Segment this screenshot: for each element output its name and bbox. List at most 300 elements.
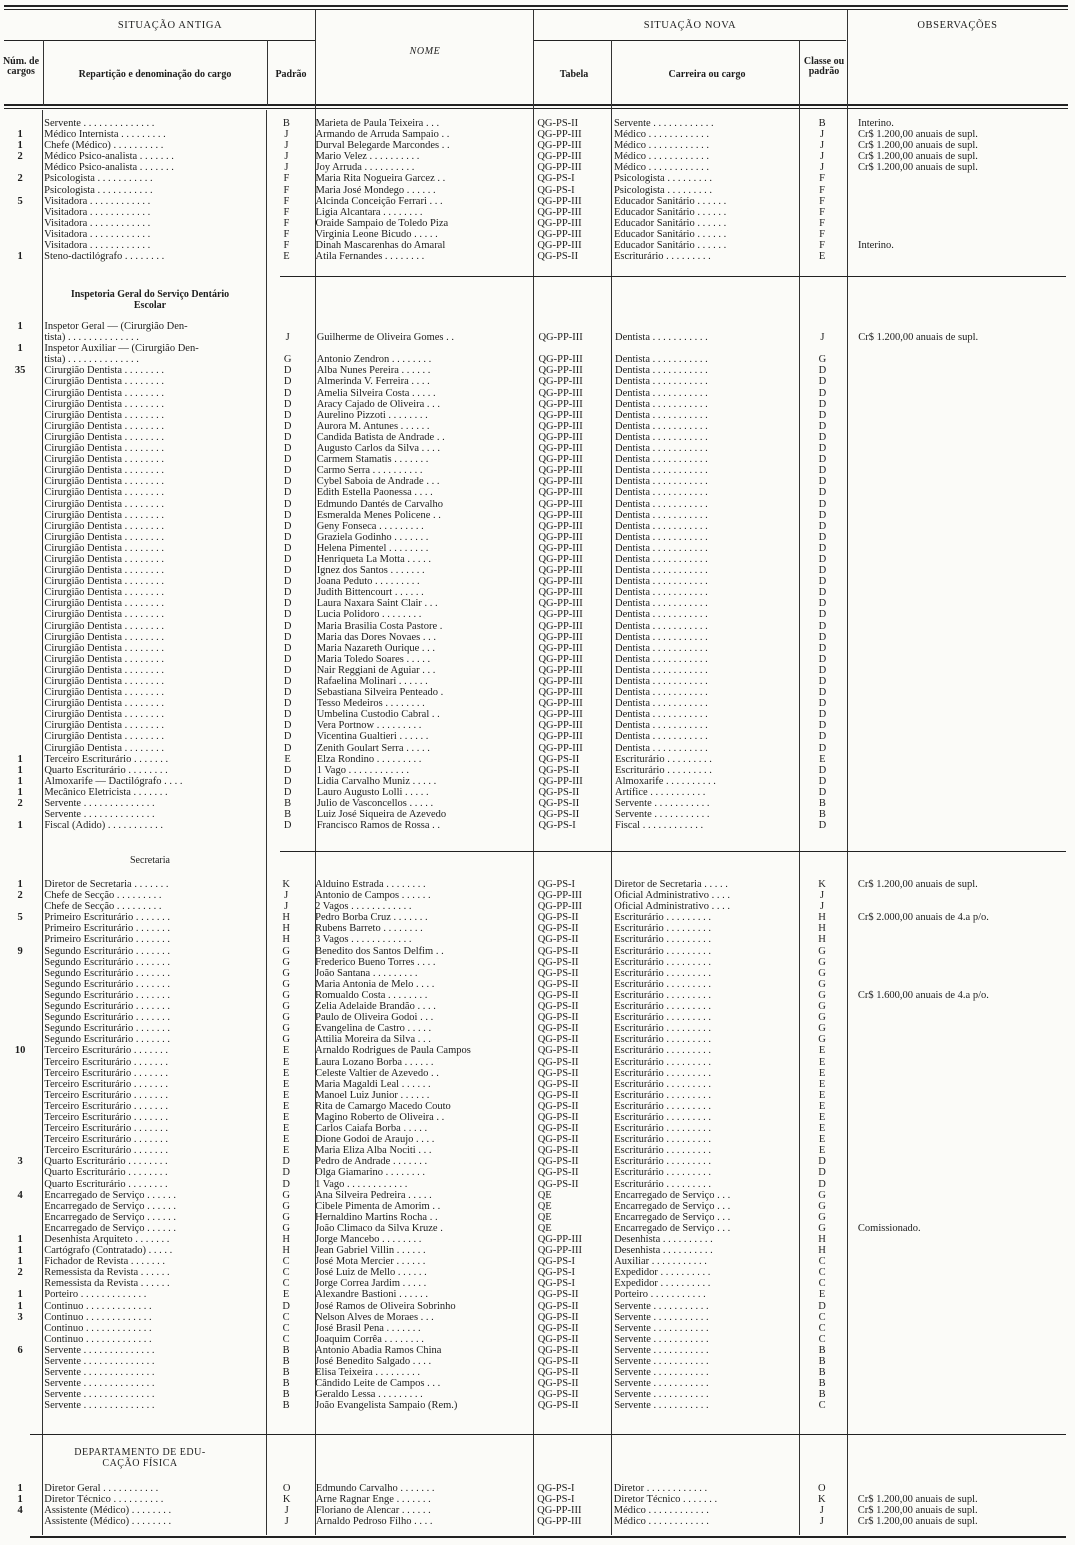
nome-cell: Mario Velez . . . . . . . . . . <box>315 151 420 163</box>
observacao-cell <box>846 1045 1075 1056</box>
table-row <box>0 1400 1075 1411</box>
classe-cell: B <box>818 809 826 821</box>
nome-cell: Aurelino Pizzoti . . . . . . . . <box>316 409 428 421</box>
cargo-antigo-cell: Chefe de Secção . . . . . . . . . <box>44 901 162 913</box>
observacao-cell <box>846 1212 1075 1223</box>
padrao-cell: J <box>284 901 289 913</box>
padrao-cell: D <box>282 1178 290 1190</box>
classe-cell: D <box>818 764 827 776</box>
classe-cell: D <box>818 1167 826 1179</box>
classe-cell: D <box>818 509 827 521</box>
cargo-antigo-cell: Terceiro Escriturário . . . . . . . <box>44 1123 169 1135</box>
num-cargos-cell: 1 <box>17 140 23 152</box>
padrao-cell: D <box>283 520 292 532</box>
carreira-cell: Almoxarife . . . . . . . . . . <box>615 775 716 787</box>
bottom-rule <box>30 1536 1066 1538</box>
padrao-cell: D <box>283 542 292 554</box>
carreira-cell: Escriturário . . . . . . . . . <box>614 912 711 924</box>
cargo-antigo-cell: Assistente (Médico) . . . . . . . . <box>44 1505 172 1517</box>
tabela-cell: QG-PS-II <box>537 1156 579 1168</box>
num-cargos-cell <box>0 1079 40 1090</box>
tabela-cell: QG-PP-III <box>538 443 583 455</box>
nome-cell: Maria Eliza Alba Nociti . . . <box>315 1145 432 1157</box>
observacao-cell <box>846 543 1075 554</box>
observacao-cell <box>846 196 1075 207</box>
tabela-cell: QG-PP-III <box>538 409 583 421</box>
num-cargos-cell <box>0 1278 40 1289</box>
carreira-cell: Encarregado de Serviço . . . <box>614 1189 731 1201</box>
observacao-cell <box>846 1156 1075 1167</box>
observacao-cell <box>846 731 1075 742</box>
classe-cell: D <box>818 376 827 388</box>
cargo-antigo-cell: Segundo Escriturário . . . . . . . <box>44 945 170 957</box>
tabela-cell: QG-PP-III <box>538 553 583 565</box>
table-row <box>0 1483 1075 1494</box>
observacao-cell <box>846 1256 1075 1267</box>
observacao-cell <box>846 632 1075 643</box>
classe-cell: E <box>818 1056 826 1068</box>
num-cargos-cell <box>0 731 40 742</box>
classe-cell: D <box>818 598 827 610</box>
tabela-cell: QG-PP-III <box>538 498 583 510</box>
num-cargos-cell <box>0 587 40 598</box>
observacao-cell <box>846 1334 1075 1345</box>
carreira-cell: Oficial Administrativo . . . . <box>614 890 730 902</box>
padrao-cell: B <box>282 1400 290 1412</box>
header-reparticao: Repartição e denominação do cargo <box>78 69 232 80</box>
classe-cell: G <box>818 945 826 957</box>
table-row <box>0 1289 1075 1300</box>
classe-cell: J <box>820 332 825 344</box>
classe-cell: J <box>819 1505 824 1517</box>
section-title-2: Secretaria <box>130 855 170 866</box>
cargo-antigo-cell: Encarregado de Serviço . . . . . . <box>44 1189 177 1201</box>
table-row <box>0 576 1075 587</box>
table-row <box>0 1134 1075 1145</box>
carreira-cell: Escriturário . . . . . . . . . <box>614 1167 711 1179</box>
tabela-cell: QG-PP-III <box>538 465 583 477</box>
padrao-cell: D <box>282 1167 290 1179</box>
padrao-cell: G <box>282 1034 290 1046</box>
cargo-antigo-cell: Continuo . . . . . . . . . . . . . <box>44 1322 152 1334</box>
cargo-antigo-cell: Remessista da Revista . . . . . . <box>44 1278 170 1290</box>
tabela-cell: QG-PP-III <box>537 1234 583 1245</box>
padrao-cell: F <box>283 228 290 240</box>
tabela-cell: QG-PP-III <box>538 576 583 588</box>
table-row <box>0 1389 1075 1400</box>
cargo-antigo-cell: Terceiro Escriturário . . . . . . . <box>44 1089 169 1101</box>
cargo-antigo-cell: Cirurgião Dentista . . . . . . . . <box>44 420 165 432</box>
classe-cell: D <box>818 709 827 721</box>
nome-cell: Vera Portnow . . . . . . . . . <box>316 720 422 732</box>
nome-cell: Almerinda V. Ferreira . . . . <box>316 376 430 388</box>
observacao-cell <box>846 776 1075 787</box>
nome-cell: Arnaldo Rodrigues de Paula Campos <box>315 1045 471 1057</box>
carreira-cell: Servente . . . . . . . . . . . <box>614 1400 709 1412</box>
tabela-cell: QG-PP-III <box>538 709 583 721</box>
observacao-cell <box>846 1057 1075 1068</box>
table-row <box>0 765 1075 776</box>
nome-cell: Alexandre Bastioni . . . . . . <box>315 1289 428 1301</box>
tabela-cell: QG-PP-III <box>538 631 583 643</box>
table-row <box>0 687 1075 698</box>
nome-cell: Joy Arruda . . . . . . . . . . <box>315 162 415 174</box>
carreira-cell: Servente . . . . . . . . . . . <box>615 798 710 810</box>
padrao-cell: E <box>283 251 290 263</box>
carreira-cell: Dentista . . . . . . . . . . . <box>615 376 708 388</box>
cargo-antigo-cell: Cirurgião Dentista . . . . . . . . <box>44 609 165 621</box>
carreira-cell: Psicologista . . . . . . . . . <box>613 184 712 196</box>
num-cargos-cell <box>0 1023 40 1034</box>
carreira-cell: Escriturário . . . . . . . . . <box>614 934 711 946</box>
nome-cell: Amelia Silveira Costa . . . . . <box>316 387 436 399</box>
carreira-cell: Dentista . . . . . . . . . . . <box>615 531 708 543</box>
nome-cell: Antonio de Campos . . . . . . <box>315 890 431 902</box>
carreira-cell: Médico . . . . . . . . . . . . <box>613 129 710 141</box>
nome-cell: Paulo de Oliveira Godoi . . . <box>315 1012 434 1024</box>
header-bottom-rule <box>4 104 1068 106</box>
tabela-cell: QG-PS-II <box>537 956 579 968</box>
cargo-antigo-cell: Cirurgião Dentista . . . . . . . . <box>44 642 165 654</box>
cargo-antigo-cell: Visitadora . . . . . . . . . . . . <box>44 206 151 218</box>
padrao-cell: E <box>282 1089 290 1101</box>
cargo-antigo-cell: Servente . . . . . . . . . . . . . . <box>44 1344 155 1356</box>
cargo-antigo-cell: Cirurgião Dentista . . . . . . . . <box>44 476 165 488</box>
tabela-cell: QG-PP-III <box>538 376 583 388</box>
carreira-cell: Escriturário . . . . . . . . . <box>614 1100 711 1112</box>
num-cargos-cell <box>0 1057 40 1068</box>
observacao-cell <box>846 207 1075 218</box>
num-cargos-cell: 3 <box>17 1156 23 1168</box>
num-cargos-cell <box>0 968 40 979</box>
header-padrao: Padrão <box>275 69 307 80</box>
table-row <box>0 218 1075 229</box>
observacao-cell <box>846 1400 1075 1411</box>
observacao-cell <box>846 787 1075 798</box>
classe-cell: G <box>818 1012 826 1024</box>
table-row <box>0 1001 1075 1012</box>
cargo-antigo-cell: Médico Psico-analista . . . . . . . <box>44 162 174 174</box>
num-cargos-cell: 5 <box>17 195 23 207</box>
num-cargos-cell <box>0 1001 40 1012</box>
cargo-antigo-cell: Cirurgião Dentista . . . . . . . . <box>44 576 165 588</box>
num-cargos-cell: 1 <box>17 321 23 332</box>
table-row <box>0 609 1075 620</box>
table-row <box>0 934 1075 945</box>
table-row <box>0 1068 1075 1079</box>
classe-cell: F <box>819 228 825 240</box>
carreira-cell: Auxiliar . . . . . . . . . . . <box>614 1256 707 1268</box>
tabela-cell: QG-PP-III <box>538 398 583 410</box>
cargo-antigo-cell: Terceiro Escriturário . . . . . . . <box>44 1145 169 1157</box>
section-rule-2 <box>280 851 1066 852</box>
table-row <box>0 665 1075 676</box>
classe-cell: D <box>818 731 827 743</box>
classe-cell: D <box>818 1178 826 1190</box>
nome-cell: Jorge Correa Jardim . . . . . <box>315 1278 427 1290</box>
tabela-cell: QG-PS-II <box>537 1123 579 1135</box>
padrao-cell: D <box>283 620 292 632</box>
num-cargos-cell: 1 <box>17 753 23 765</box>
table-row <box>0 1145 1075 1156</box>
tabela-cell: QG-PS-II <box>537 1367 579 1379</box>
tabela-cell: QG-PP-III <box>538 653 583 665</box>
observacao-cell <box>846 901 1075 912</box>
cargo-antigo-cell: Terceiro Escriturário . . . . . . . <box>44 1078 169 1090</box>
tabela-cell: QG-PP-III <box>537 206 582 218</box>
tabela-cell: QG-PS-II <box>538 809 580 821</box>
observacao-cell: Cr$ 1.200,00 anuais de supl. <box>858 332 979 344</box>
carreira-cell: Educador Sanitário . . . . . . <box>613 240 727 252</box>
num-cargos-cell: 1 <box>17 786 23 798</box>
cargo-antigo-cell: Servente . . . . . . . . . . . . . . <box>44 1378 155 1390</box>
num-cargos-cell: 4 <box>17 1505 23 1517</box>
cargo-antigo-cell: Primeiro Escriturário . . . . . . . <box>44 912 170 924</box>
cargo-antigo-cell: Segundo Escriturário . . . . . . . <box>44 978 170 990</box>
nome-cell: José Luiz de Mello . . . . . . <box>315 1267 427 1279</box>
num-cargos-cell <box>0 643 40 654</box>
tabela-cell: QG-PS-II <box>537 1145 579 1157</box>
padrao-cell: D <box>283 509 292 521</box>
tabela-cell: QG-PS-II <box>537 1001 579 1013</box>
nome-cell: Graziela Godinho . . . . . . . <box>316 531 429 543</box>
cargo-antigo-cell: Quarto Escriturário . . . . . . . . <box>44 764 168 776</box>
nome-cell: Celeste Valtier de Azevedo . . <box>315 1067 439 1079</box>
classe-cell: D <box>818 398 827 410</box>
nome-cell: Vicentina Gualtieri . . . . . . <box>316 731 429 743</box>
nome-cell: Attilia Moreira da Silva . . . <box>315 1034 431 1046</box>
nome-cell: Aurora M. Antunes . . . . . . <box>316 420 430 432</box>
table-row <box>0 532 1075 543</box>
table-row <box>0 1323 1075 1334</box>
section-table-1 <box>0 321 1075 831</box>
nome-cell: Maria Brasilia Costa Pastore . <box>316 620 443 632</box>
table-row <box>0 476 1075 487</box>
carreira-cell: Escriturário . . . . . . . . . <box>615 764 712 776</box>
nome-cell: Pedro Borba Cruz . . . . . . . <box>315 912 428 924</box>
header-tabela: Tabela <box>559 69 589 80</box>
classe-cell: B <box>818 1389 826 1401</box>
classe-cell: J <box>820 151 825 163</box>
cargo-antigo-cell: Segundo Escriturário . . . . . . . <box>44 1034 170 1046</box>
table-row <box>0 957 1075 968</box>
carreira-cell: Dentista . . . . . . . . . . . <box>615 443 708 455</box>
num-cargos-cell <box>0 632 40 643</box>
num-cargos-cell <box>0 743 40 754</box>
carreira-cell: Dentista . . . . . . . . . . . <box>615 720 708 732</box>
section-title-1: Inspetoria Geral do Serviço Dentário Escolar <box>70 289 230 311</box>
cargo-antigo-cell: Cirurgião Dentista . . . . . . . . <box>44 542 165 554</box>
padrao-cell <box>267 321 309 332</box>
padrao-cell: D <box>283 709 292 721</box>
num-cargos-cell <box>0 598 40 609</box>
carreira-cell: Servente . . . . . . . . . . . . <box>613 118 714 129</box>
observacao-cell <box>846 443 1075 454</box>
observacao-cell <box>846 979 1075 990</box>
tabela-cell: QG-PS-II <box>537 1378 579 1390</box>
nome-cell: Alba Nunes Pereira . . . . . . <box>316 365 431 377</box>
classe-cell: H <box>818 934 826 946</box>
classe-cell: D <box>818 786 827 798</box>
observacao-cell: Interino. <box>858 118 894 129</box>
padrao-cell: D <box>283 565 292 577</box>
nome-cell: Lauro Augusto Lolli . . . . . <box>316 786 429 798</box>
cargo-antigo-cell: Encarregado de Serviço . . . . . . <box>44 1200 177 1212</box>
classe-cell: D <box>818 542 827 554</box>
cargo-antigo-cell: Médico Internista . . . . . . . . . <box>44 129 166 141</box>
nome-cell: Geny Fonseca . . . . . . . . . <box>316 520 424 532</box>
nome-cell: Ana Silveira Pedreira . . . . . <box>315 1189 432 1201</box>
observacao-cell <box>846 1201 1075 1212</box>
table-row <box>0 587 1075 598</box>
tabela-cell: QE <box>537 1200 552 1212</box>
cargo-antigo-cell: Diretor Técnico . . . . . . . . . . <box>44 1494 164 1506</box>
nome-cell: Maria José Mondego . . . . . . <box>315 184 436 196</box>
tabela-cell: QG-PS-II <box>537 934 579 946</box>
table-row <box>0 151 1075 162</box>
cargo-antigo-cell: Primeiro Escriturário . . . . . . . <box>44 934 170 946</box>
cargo-antigo-cell: Segundo Escriturário . . . . . . . <box>44 1001 170 1013</box>
classe-cell: E <box>818 1134 826 1146</box>
carreira-cell: Escriturário . . . . . . . . . <box>614 1178 711 1190</box>
classe-cell: D <box>818 553 827 565</box>
carreira-cell: Dentista . . . . . . . . . . . <box>615 598 708 610</box>
tabela-cell: QG-PP-III <box>538 687 583 699</box>
carreira-cell: Escriturário . . . . . . . . . <box>613 251 711 263</box>
num-cargos-cell <box>0 229 40 240</box>
tabela-cell: QG-PS-II <box>537 1034 579 1046</box>
nome-cell: Laura Naxara Saint Clair . . . <box>316 598 438 610</box>
carreira-cell: Escriturário . . . . . . . . . <box>614 967 711 979</box>
carreira-cell: Dentista . . . . . . . . . . . <box>615 365 708 377</box>
tabela-cell: QG-PP-III <box>538 332 583 344</box>
carreira-cell: Médico . . . . . . . . . . . . <box>613 162 710 174</box>
padrao-cell: D <box>283 420 292 432</box>
num-cargos-cell <box>0 1101 40 1112</box>
num-cargos-cell <box>0 621 40 632</box>
padrao-cell: B <box>284 798 292 810</box>
classe-cell: G <box>818 1222 826 1234</box>
carreira-cell: Psicologista . . . . . . . . . <box>613 173 712 185</box>
carreira-cell: Dentista . . . . . . . . . . . <box>615 642 708 654</box>
classe-cell: D <box>818 565 827 577</box>
observacao-cell <box>846 399 1075 410</box>
cargo-antigo-cell: Segundo Escriturário . . . . . . . <box>44 1023 170 1035</box>
nome-cell: Hernaldino Martins Rocha . . <box>315 1211 438 1223</box>
nome-cell: Sebastiana Silveira Penteado . <box>316 687 444 699</box>
num-cargos-cell <box>0 709 40 720</box>
nome-cell: João Santana . . . . . . . . . <box>315 967 418 979</box>
num-cargos-cell <box>0 1068 40 1079</box>
cargo-antigo-cell: Cirurgião Dentista . . . . . . . . <box>44 565 165 577</box>
carreira-cell: Servente . . . . . . . . . . . <box>614 1378 709 1390</box>
table-row <box>0 421 1075 432</box>
classe-cell: C <box>818 1322 826 1334</box>
classe-cell: D <box>818 653 827 665</box>
cargo-antigo-cell: tista) . . . . . . . . . . . . . . <box>44 332 139 344</box>
padrao-cell: E <box>282 1145 290 1157</box>
padrao-cell: G <box>282 945 290 957</box>
tabela-cell: QG-PP-III <box>538 365 583 377</box>
cargo-antigo-cell: Porteiro . . . . . . . . . . . . . <box>44 1289 147 1301</box>
carreira-cell: Servente . . . . . . . . . . . <box>614 1333 709 1345</box>
observacao-cell <box>846 354 1075 365</box>
table-row <box>0 185 1075 196</box>
nome-cell: Jean Gabriel Villin . . . . . . <box>315 1245 426 1257</box>
cargo-antigo-cell: Chefe (Médico) . . . . . . . . . . <box>44 140 164 152</box>
carreira-cell: Escriturário . . . . . . . . . <box>615 753 712 765</box>
padrao-cell: F <box>283 206 290 218</box>
observacao-cell <box>846 676 1075 687</box>
nome-cell: Maria Toledo Soares . . . . . <box>316 653 431 665</box>
carreira-cell: Escriturário . . . . . . . . . <box>614 923 711 935</box>
table-row <box>0 1516 1075 1527</box>
observacao-cell: Interino. <box>858 240 894 252</box>
tabela-cell: QG-PS-I <box>537 1278 576 1290</box>
classe-cell: D <box>818 443 827 455</box>
padrao-cell <box>267 343 309 354</box>
tabela-cell: QG-PS-I <box>537 184 575 196</box>
carreira-cell: Servente . . . . . . . . . . . <box>614 1367 709 1379</box>
nome-cell: Francisco Ramos de Rossa . . <box>316 820 441 832</box>
carreira-cell: Dentista . . . . . . . . . . . <box>615 709 708 721</box>
carreira-cell: Dentista . . . . . . . . . . . <box>615 487 708 499</box>
num-cargos-cell: 1 <box>17 1494 23 1506</box>
carreira-cell: Dentista . . . . . . . . . . . <box>615 387 708 399</box>
padrao-cell: D <box>283 731 292 743</box>
padrao-cell: H <box>282 923 290 935</box>
table-row <box>0 632 1075 643</box>
table-row <box>0 598 1075 609</box>
table-row <box>0 743 1075 754</box>
nome-cell: Rafaelina Molinari . . . . . . <box>316 676 428 687</box>
padrao-cell: B <box>282 1344 290 1356</box>
carreira-cell: Servente . . . . . . . . . . . <box>614 1344 709 1356</box>
carreira-cell: Servente . . . . . . . . . . . <box>614 1322 709 1334</box>
cargo-antigo-cell: Fiscal (Adido) . . . . . . . . . . . <box>44 820 164 832</box>
nome-cell: Edith Estella Paonessa . . . . <box>316 487 433 499</box>
classe-cell: D <box>818 609 827 621</box>
table-row <box>0 1356 1075 1367</box>
padrao-cell: D <box>282 1156 290 1168</box>
observacao-cell <box>846 1179 1075 1190</box>
padrao-cell: J <box>285 332 290 344</box>
carreira-cell: Dentista . . . . . . . . . . . <box>615 542 708 554</box>
tabela-cell: QG-PP-III <box>538 565 583 577</box>
tabela-cell: QG-PP-III <box>538 731 583 743</box>
nome-cell: Dione Godoi de Araujo . . . . <box>315 1134 435 1146</box>
num-cargos-cell: 5 <box>17 912 23 924</box>
tabela-cell: QG-PP-III <box>538 720 583 732</box>
tabela-cell: QG-PP-III <box>538 387 583 399</box>
classe-cell: B <box>818 798 826 810</box>
padrao-cell: C <box>282 1278 290 1290</box>
cargo-antigo-cell: Psicologista . . . . . . . . . . . <box>44 173 153 185</box>
carreira-cell: Dentista . . . . . . . . . . . <box>615 676 708 687</box>
table-row <box>0 376 1075 387</box>
padrao-cell: D <box>283 609 292 621</box>
table-row <box>0 1234 1075 1245</box>
tabela-cell: QE <box>537 1211 552 1223</box>
classe-cell: G <box>818 989 826 1001</box>
table-row <box>0 1301 1075 1312</box>
nome-cell: Tesso Medeiros . . . . . . . . <box>316 698 425 710</box>
cargo-antigo-cell: Servente . . . . . . . . . . . . . . <box>44 798 155 810</box>
observacao-cell <box>846 1023 1075 1034</box>
table-row <box>0 621 1075 632</box>
num-cargos-cell: 10 <box>14 1045 26 1057</box>
num-cargos-cell <box>0 118 40 129</box>
